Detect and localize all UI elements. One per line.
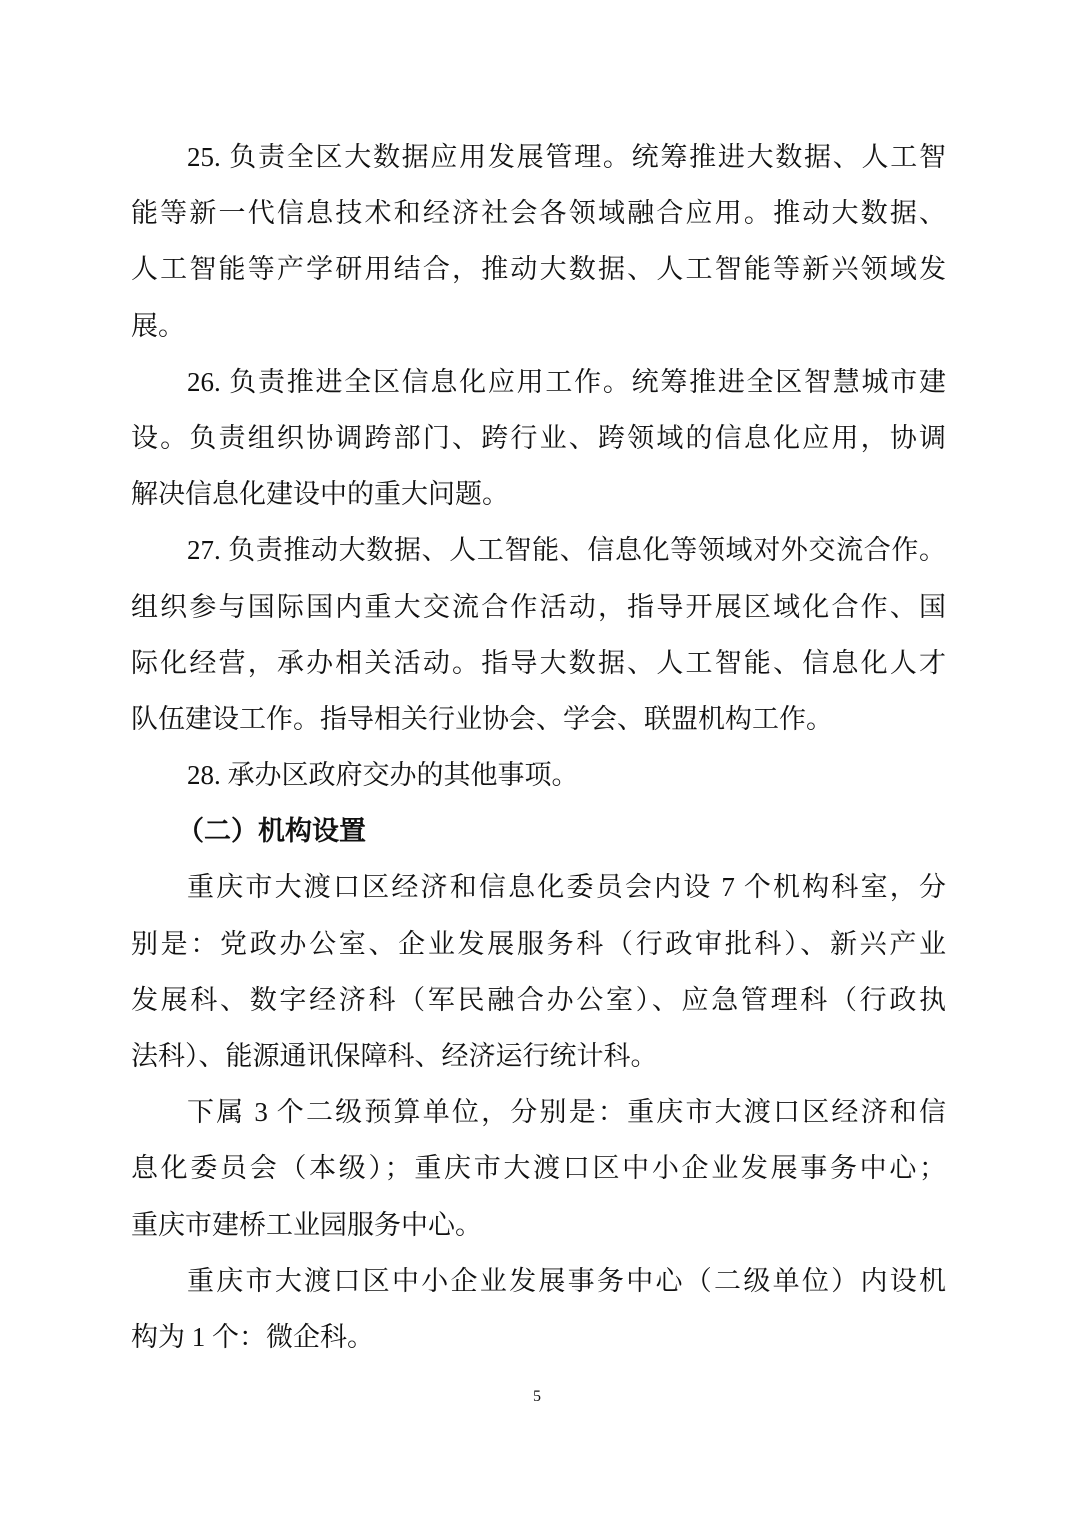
text-line: 发展科、数字经济科（军民融合办公室）、应急管理科（行政执 <box>131 984 946 1015</box>
page-number: 5 <box>533 1388 541 1405</box>
paragraph <box>131 1253 946 1365</box>
text-line: 解决信息化建设中的重大问题。 <box>131 479 509 510</box>
section-heading <box>131 803 946 859</box>
paragraph <box>131 859 946 1084</box>
text-line: 人工智能等产学研用结合，推动大数据、人工智能等新兴领域发 <box>131 254 946 285</box>
text-line: 重庆市建桥工业园服务中心。 <box>131 1209 482 1240</box>
text-line: 队伍建设工作。指导相关行业协会、学会、联盟机构工作。 <box>131 703 833 734</box>
text-line: 下属 3 个二级预算单位，分别是：重庆市大渡口区经济和信 <box>187 1097 946 1128</box>
text-line: 28. 承办区政府交办的其他事项。 <box>187 760 579 791</box>
text-line: 能等新一代信息技术和经济社会各领域融合应用。推动大数据、 <box>131 198 946 229</box>
paragraph <box>131 354 946 523</box>
paragraph <box>131 522 946 747</box>
paragraph <box>131 129 946 354</box>
text-line: 重庆市大渡口区中小企业发展事务中心（二级单位）内设机 <box>187 1265 946 1296</box>
text-line: 组织参与国际国内重大交流合作活动，指导开展区域化合作、国 <box>131 591 946 622</box>
text-line: 展。 <box>131 310 185 341</box>
paragraph <box>131 1084 946 1253</box>
text-line: （二）机构设置 <box>177 816 366 847</box>
document-body <box>131 129 946 1365</box>
text-line: 重庆市大渡口区经济和信息化委员会内设 7 个机构科室，分 <box>187 872 946 903</box>
text-line: 法科）、能源通讯保障科、经济运行统计科。 <box>131 1041 658 1071</box>
text-line: 构为 1 个：微企科。 <box>131 1321 374 1352</box>
text-line: 际化经营，承办相关活动。指导大数据、人工智能、信息化人才 <box>131 647 946 678</box>
paragraph <box>131 747 946 803</box>
text-line: 26. 负责推进全区信息化应用工作。统筹推进全区智慧城市建 <box>187 366 946 397</box>
text-line: 息化委员会（本级）；重庆市大渡口区中小企业发展事务中心； <box>131 1153 946 1184</box>
text-line: 别是：党政办公室、企业发展服务科（行政审批科）、新兴产业 <box>131 928 946 959</box>
text-line: 设。负责组织协调跨部门、跨行业、跨领域的信息化应用，协调 <box>131 422 946 453</box>
text-line: 25. 负责全区大数据应用发展管理。统筹推进大数据、人工智 <box>187 142 946 172</box>
text-line: 27. 负责推动大数据、人工智能、信息化等领域对外交流合作。 <box>187 535 946 566</box>
